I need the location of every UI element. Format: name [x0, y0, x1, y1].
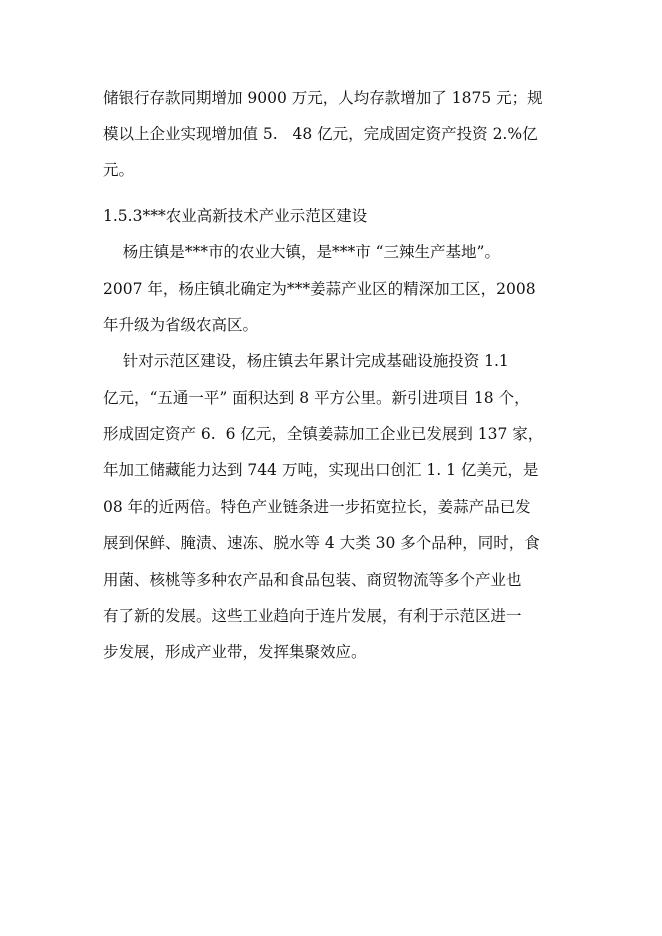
section-heading: 1.5.3***农业高新技术产业示范区建设: [103, 207, 368, 225]
paragraph-3-line-8: 有了新的发展。这些工业趋向于连片发展，有利于示范区进一: [103, 607, 522, 625]
paragraph-3-line-6: 展到保鲜、腌渍、速冻、脱水等 4 大类 30 多个品种，同时，食: [103, 534, 540, 552]
paragraph-3-line-4: 年加工储藏能力达到 744 万吨，实现出口创汇 1. 1 亿美元，是: [103, 461, 539, 479]
paragraph-2-line-2: 2007 年，杨庄镇北确定为***姜蒜产业区的精深加工区，2008: [103, 280, 536, 298]
paragraph-2-line-1: 杨庄镇是***市的农业大镇，是***市 “三辣生产基地”。: [103, 243, 500, 261]
paragraph-3-line-3: 形成固定资产 6. 6 亿元，全镇姜蒜加工企业已发展到 137 家，: [103, 425, 544, 443]
paragraph-3-line-1: 针对示范区建设，杨庄镇去年累计完成基础设施投资 1.1: [103, 352, 509, 370]
paragraph-3-line-7: 用菌、核桃等多种农产品和食品包装、商贸物流等多个产业也: [103, 571, 522, 589]
paragraph-3-line-9: 步发展，形成产业带，发挥集聚效应。: [103, 643, 367, 661]
paragraph-3-line-2: 亿元，“五通一平” 面积达到 8 平方公里。新引进项目 18 个，: [103, 389, 530, 407]
paragraph-1-line-3: 元。: [103, 161, 135, 179]
paragraph-3-line-5: 08 年的近两倍。特色产业链条进一步拓宽拉长，姜蒜产品已发: [103, 498, 531, 516]
paragraph-1-line-2: 模以上企业实现增加值 5. 48 亿元，完成固定资产投资 2.%亿: [103, 125, 538, 143]
paragraph-1-line-1: 储银行存款同期增加 9000 万元，人均存款增加了 1875 元；规: [103, 89, 543, 107]
paragraph-2-line-3: 年升级为省级农高区。: [103, 316, 259, 334]
